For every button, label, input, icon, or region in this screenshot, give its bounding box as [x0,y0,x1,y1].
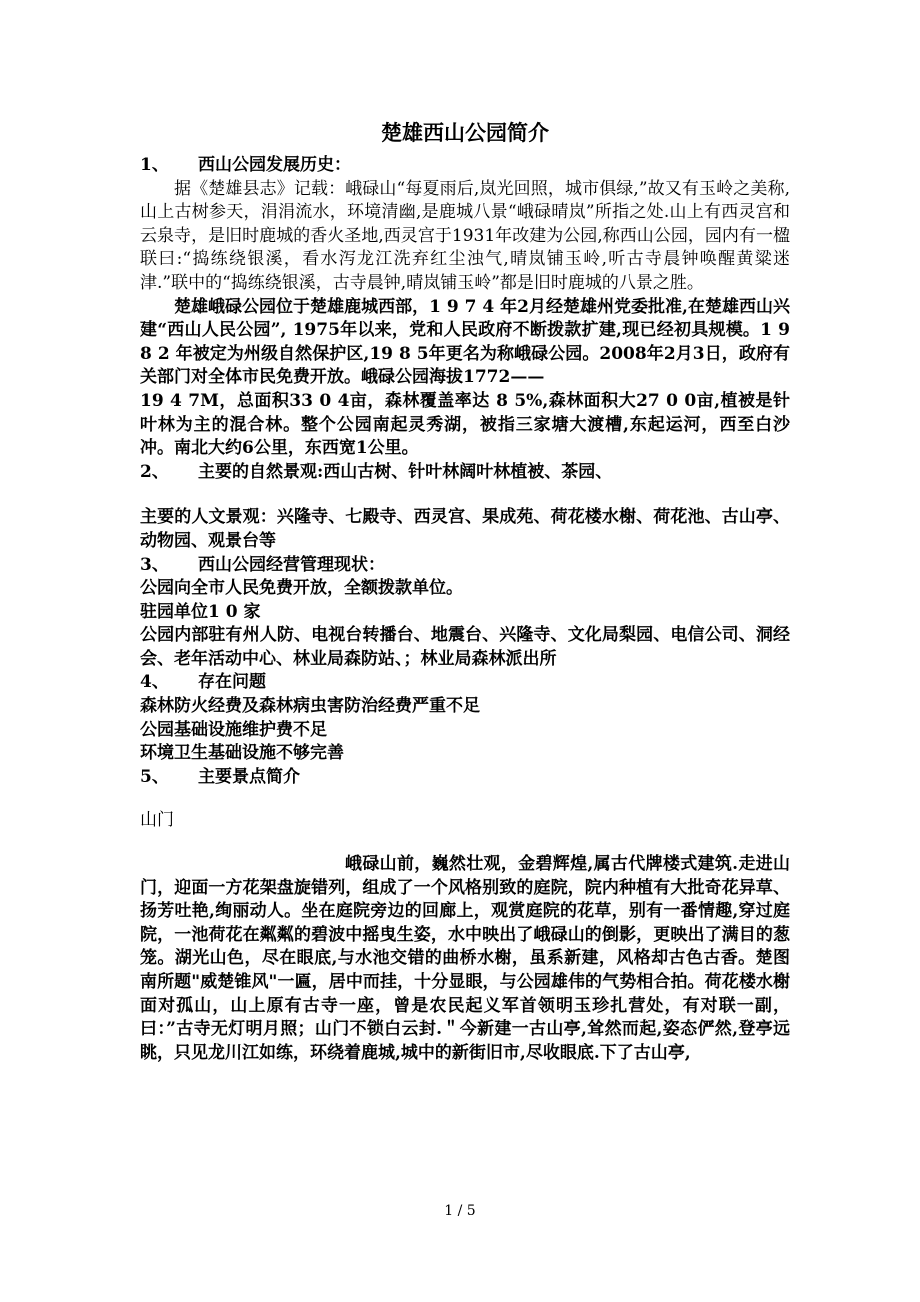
section-title: 主要景点简介 [198,766,300,787]
document-body [140,118,790,1065]
gate-paragraph: 峨碌山前，巍然壮观，金碧辉煌,属古代牌楼式建筑.走进山门，迎面一方花架盘旋错列，组成了一个风格别致的庭院，院内种植有大批奇花异草、扬芳吐艳,绚丽动人。坐在庭院旁边的回廊上，观赏庭院的花草，别有一番情趣,穿过庭院，一池荷花在粼粼的碧波中摇曳生姿，水中映出了峨碌山的倒影，更映出了满目的葱笼。湖光山色，尽在眼底,与水池交错的曲桥水榭，虽系新建，风格却古色古香。楚图南所题"威楚锥风"一匾，居中而挂，十分显眼，与公园雄伟的气势相合拍。荷花楼水榭面对孤山，山上原有古寺一座，曾是农民起义军首领明玉珍扎营处，有对联一副，曰：”古寺无灯明月照；山门不锁白云封.＂今新建一古山亭,耸然而起,姿态俨然,登亭远眺，只见龙川江如练，环绕着鹿城,城中的新街旧市,尽收眼底.下了古山亭, [140,854,790,1063]
park-area-paragraph: 19 4 7M，总面积33 0 4亩，森林覆盖率达 8 5%,森林面积大27 0 0亩,植被是针叶林为主的混合林。整个公园南起灵秀湖，被指三家塘大渡槽,东起运河，西至白沙冲。南北大约6公里，东西宽1公里。 [140,390,790,459]
section-title: 西山公园发展历史： [198,155,351,175]
section-5-heading [140,766,790,790]
units-paragraph: 公园内部驻有州人防、电视台转播台、地震台、兴隆寺、文化局梨园、电信公司、洞经会、老年活动中心、林业局森防站、；林业局森林派出所 [140,625,790,669]
section-number: 5、 [140,766,169,787]
section-number: 2、 [140,461,169,482]
section-number: 1、 [140,155,169,175]
history-paragraph: 据《楚雄县志》记载：峨碌山“每夏雨后,岚光回照，城市俱绿,”故又有玉岭之美称,山上古树参天，涓涓流水，环境清幽,是鹿城八景“峨碌晴岚”所指之处.山上有西灵宫和云泉寺，是旧时鹿城的香火圣地,西灵宫于1931年改建为公园,称西山公园，园内有一楹联曰:“捣练绕银溪，看水泻龙江洗弃红尘浊气,晴岚铺玉岭,听古寺晨钟唤醒黄粱迷津.”联中的“捣练绕银溪，古寺晨钟,晴岚铺玉岭”都是旧时鹿城的八景之胜。 [140,178,790,293]
spacer [140,833,790,853]
page-title: 楚雄西山公园简介 [381,120,549,145]
problem-line: 公园基础设施维护费不足 [140,719,327,740]
section-4-heading [140,671,790,695]
section-number: 3、 [140,554,169,575]
problem-line: 环境卫生基础设施不够完善 [140,743,344,764]
section-number: 4、 [140,672,169,693]
park-paragraph: 楚雄峨碌公园位于楚雄鹿城西部，1 9 7 4 年2月经楚雄州党委批准,在楚雄西山兴建“西山人民公园”, 1975年以来，党和人民政府不断拨款扩建,现已经初具规模。1 9 8 2 年被定为州级自然保护区,19 8 5年更名为称峨碌公园。2008年2月3日，政府有关部门对全体市民免费开放。峨碌公园海拔1772—— [140,296,790,388]
section-title: 主要的自然景观:西山古树、针叶林阔叶林植被、茶园、 [198,461,613,482]
section-title: 西山公园经营管理现状： [198,554,385,575]
page-number: 1 / 5 [444,1203,476,1219]
section-title: 存在问题 [198,672,266,693]
spacer [140,484,790,506]
spacer [140,789,790,809]
section-2-heading [140,461,790,485]
section-3-heading [140,554,790,578]
subsection-title: 山门 [140,810,174,831]
problem-line: 森林防火经费及森林病虫害防治经费严重不足 [140,696,480,717]
units-line: 驻园单位1 0 家 [140,601,261,622]
section-1-heading [140,154,790,178]
management-line: 公园向全市人民免费开放，全额拨款单位。 [140,578,463,599]
cultural-landscape-paragraph: 主要的人文景观：兴隆寺、七殿寺、西灵宫、果成苑、荷花楼水榭、荷花池、古山亭、动物园、观景台等 [140,507,790,551]
